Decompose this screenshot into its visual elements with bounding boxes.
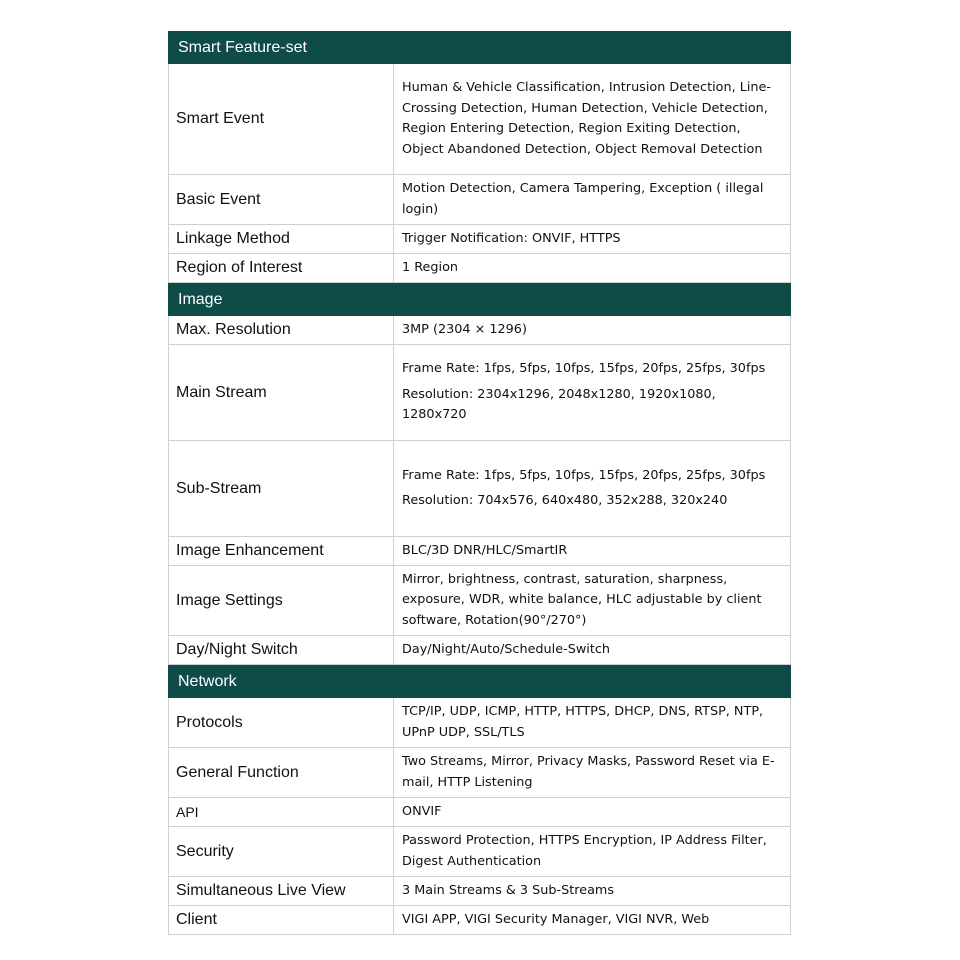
value-text: 3 Main Streams & 3 Sub-Streams: [402, 882, 615, 898]
value-text: TCP/IP, UDP, ICMP, HTTP, HTTPS, DHCP, DNS, RTSP, NTP, UPnP UDP, SSL/TLS: [402, 704, 764, 740]
row-value: [394, 698, 790, 747]
table-row: [168, 537, 791, 566]
value-text: Motion Detection, Camera Tampering, Exception ( illegal login): [402, 181, 764, 217]
row-label: Linkage Method: [169, 225, 394, 253]
table-row: [168, 345, 791, 441]
table-row: [168, 827, 791, 877]
row-value: [394, 877, 790, 905]
row-value: [394, 566, 790, 635]
value-text: BLC/3D DNR/HLC/SmartIR: [402, 542, 568, 558]
row-label: Basic Event: [169, 175, 394, 224]
value-text: Resolution: 704x576, 640x480, 352x288, 320x240: [402, 493, 728, 508]
table-row: [168, 877, 791, 906]
row-label: API: [169, 798, 394, 826]
row-label: Image Enhancement: [169, 537, 394, 565]
row-value: [394, 906, 790, 934]
value-text: 1 Region: [402, 259, 459, 275]
value-text: 3MP (2304 × 1296): [402, 321, 527, 337]
row-value: [394, 316, 790, 344]
row-label: Max. Resolution: [169, 316, 394, 344]
row-value: [394, 537, 790, 565]
row-value: [394, 636, 790, 664]
section-header-image: Image: [168, 283, 791, 316]
table-row: [168, 698, 791, 748]
value-text: Password Protection, HTTPS Encryption, IP Address Filter, Digest Authentication: [402, 833, 767, 869]
row-value: [394, 254, 790, 282]
row-label: Protocols: [169, 698, 394, 747]
row-value: [394, 345, 790, 440]
value-text: Two Streams, Mirror, Privacy Masks, Password Reset via E-mail, HTTP Listening: [402, 754, 775, 790]
table-row: [168, 798, 791, 827]
table-row: [168, 175, 791, 225]
row-value: [394, 748, 790, 797]
value-text: Frame Rate: 1fps, 5fps, 10fps, 15fps, 20fps, 25fps, 30fps: [402, 361, 766, 377]
row-label: Region of Interest: [169, 254, 394, 282]
value-text: ONVIF: [402, 803, 442, 819]
row-value: [394, 827, 790, 876]
table-row: [168, 748, 791, 798]
section-header-network: Network: [168, 665, 791, 698]
row-value: [394, 64, 790, 174]
row-label: Sub-Stream: [169, 441, 394, 536]
value-text: Human & Vehicle Classification, Intrusion Detection, Line-Crossing Detection, Human Detection, Vehicle Detection, Region Entering Detection, Region Exiting Detection, Object Abandoned Detection, Object Removal Detection: [402, 80, 771, 157]
row-value: [394, 798, 790, 826]
value-text: Day/Night/Auto/Schedule-Switch: [402, 641, 611, 657]
table-row: [168, 254, 791, 283]
value-text: Resolution: 2304x1296, 2048x1280, 1920x1080, 1280x720: [402, 386, 716, 423]
row-label: Simultaneous Live View: [169, 877, 394, 905]
row-label: Security: [169, 827, 394, 876]
value-text: Frame Rate: 1fps, 5fps, 10fps, 15fps, 20fps, 25fps, 30fps: [402, 467, 766, 483]
row-label: Client: [169, 906, 394, 934]
row-label: General Function: [169, 748, 394, 797]
row-label: Image Settings: [169, 566, 394, 635]
section-header-smart-feature-set: Smart Feature-set: [168, 31, 791, 64]
table-row: [168, 441, 791, 537]
row-value: [394, 441, 790, 536]
row-value: [394, 175, 790, 224]
spec-table: [168, 31, 791, 935]
table-row: [168, 566, 791, 636]
row-label: Smart Event: [169, 64, 394, 174]
value-text: Mirror, brightness, contrast, saturation, sharpness, exposure, WDR, white balance, HLC adjustable by client software, Rotation(90°/270°): [402, 571, 762, 628]
row-value: [394, 225, 790, 253]
table-row: [168, 636, 791, 665]
value-text: Trigger Notification: ONVIF, HTTPS: [402, 230, 621, 246]
row-label: Main Stream: [169, 345, 394, 440]
table-row: [168, 906, 791, 935]
table-row: [168, 225, 791, 254]
table-row: [168, 316, 791, 345]
value-text: VIGI APP, VIGI Security Manager, VIGI NVR, Web: [402, 911, 710, 927]
table-row: [168, 64, 791, 175]
row-label: Day/Night Switch: [169, 636, 394, 664]
